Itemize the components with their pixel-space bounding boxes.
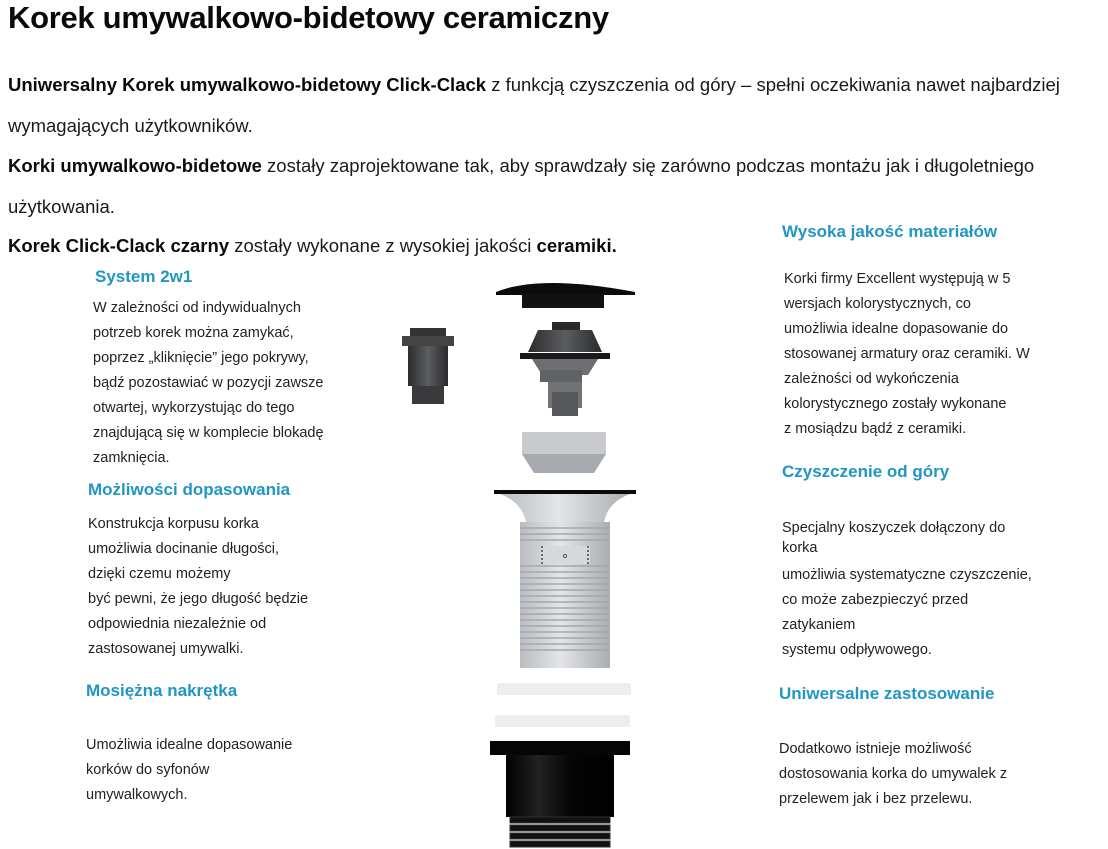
brass-nut-icon bbox=[490, 741, 630, 847]
intro-text-2: zostały zaprojektowane tak, aby sprawdzały się zarówno podczas montażu jak i długoletniego bbox=[261, 155, 1035, 176]
product-exploded-view-image bbox=[390, 270, 660, 849]
washer-icon bbox=[497, 683, 631, 695]
feature-heading-system-2w1: System 2w1 bbox=[95, 267, 193, 286]
washer-icon bbox=[495, 715, 630, 727]
intro-paragraph-2-line2: użytkowania. bbox=[8, 196, 115, 217]
feature-heading-brass-nut: Mosiężna nakrętka bbox=[86, 681, 238, 700]
feature-text-system-2w1: W zależności od indywidualnych potrzeb korek można zamykać, poprzez „kliknięcie” jego pokrywy, bądź pozostawiać w pozycji zawsze otwartej, wykorzystując do tego znajdującą się w komplecie blokadę zamknięcia. bbox=[93, 300, 324, 466]
page-title: Korek umywalkowo-bidetowy ceramiczny bbox=[8, 0, 609, 35]
intro-bold-2: Korki umywalkowo-bidetowe bbox=[8, 155, 262, 176]
feature-text-brass-nut: Umożliwia idealne dopasowanie korków do syfonów umywalkowych. bbox=[86, 737, 293, 803]
feature-heading-universal-use: Uniwersalne zastosowanie bbox=[779, 684, 995, 703]
intro-paragraph-2 bbox=[8, 155, 1034, 177]
drain-body-icon bbox=[494, 490, 636, 668]
intro-paragraph-1 bbox=[8, 74, 1060, 96]
click-mechanism-icon bbox=[520, 322, 610, 416]
feature-text-top-cleaning: Specjalny koszyczek dołączony do korka umożliwia systematyczne czyszczenie, co może zabezpieczyć przed zatykaniem systemu odpływowego. bbox=[782, 520, 1032, 658]
feature-heading-top-cleaning: Czyszczenie od góry bbox=[782, 462, 950, 481]
basket-icon bbox=[522, 432, 606, 473]
intro-text-3: zostały wykonane z wysokiej jakości bbox=[229, 235, 537, 256]
intro-text-1: z funkcją czyszczenia od góry – spełni oczekiwania nawet najbardziej bbox=[486, 74, 1060, 95]
feature-text-fitting: Konstrukcja korpusu korka umożliwia docinanie długości, dzięki czemu możemy być pewni, że jego długość będzie odpowiednia niezależnie od zastosowanej umywalki. bbox=[88, 516, 309, 657]
lock-insert-icon bbox=[402, 328, 454, 404]
intro-bold-1: Uniwersalny Korek umywalkowo-bidetowy Click-Clack bbox=[8, 74, 487, 95]
feature-heading-fitting: Możliwości dopasowania bbox=[88, 480, 291, 499]
cap-icon bbox=[496, 283, 635, 308]
intro-paragraph-1-line2: wymagających użytkowników. bbox=[8, 115, 253, 136]
feature-text-universal-use: Dodatkowo istnieje możliwość dostosowania korka do umywalek z przelewem jak i bez przelewu. bbox=[779, 741, 1008, 807]
feature-heading-material-quality: Wysoka jakość materiałów bbox=[782, 222, 998, 241]
intro-bold-4: ceramiki. bbox=[536, 235, 617, 256]
feature-text-material-quality: Korki firmy Excellent występują w 5 wersjach kolorystycznych, co umożliwia idealne dopasowanie do stosowanej armatury oraz ceramiki. W zależności od wykończenia kolorystycznego zostały wykonane z mosiądzu bądź z ceramiki. bbox=[784, 271, 1030, 437]
intro-bold-3: Korek Click-Clack czarny bbox=[8, 235, 230, 256]
intro-paragraph-3 bbox=[8, 235, 617, 257]
